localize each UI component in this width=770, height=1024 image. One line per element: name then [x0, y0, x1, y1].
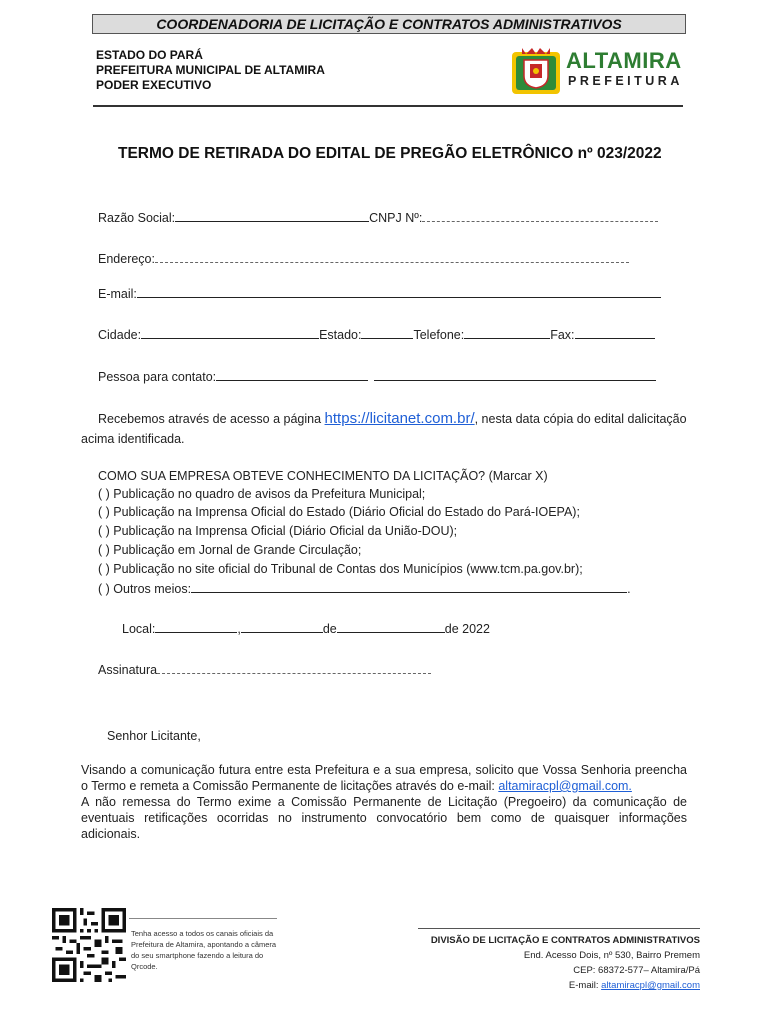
de-label: de: [322, 622, 337, 636]
footer-address: End. Acesso Dois, nº 530, Bairro Premem: [523, 950, 700, 961]
outros-line[interactable]: [191, 581, 627, 593]
email-label: E-mail:: [98, 287, 137, 301]
body-paragraph-2: A não remessa do Termo exime a Comissão Permanente de Licitação (Pregoeiro) da comunicação de eventuais retificações ocorridas no instrumento convocatório bem como de quaisquer informações adicionais.: [81, 795, 687, 841]
header-divider: [93, 105, 683, 107]
page-title: TERMO DE RETIRADA DO EDITAL DE PREGÃO ELETRÔNICO nº 023/2022: [118, 145, 662, 162]
footer-divider: [418, 928, 700, 929]
licitanet-link[interactable]: https://licitanet.com.br/: [324, 410, 475, 427]
local-line[interactable]: [155, 621, 237, 633]
signature-label: Assinatura: [98, 663, 158, 677]
estado-label: Estado:: [319, 328, 362, 342]
email-line[interactable]: [137, 286, 661, 298]
endereco-label: Endereço:: [98, 252, 155, 266]
endereco-line[interactable]: [155, 251, 629, 263]
option-ioepa[interactable]: ( ) Publicação na Imprensa Oficial do Estado (Diário Oficial do Estado do Pará-IOEPA);: [98, 505, 580, 519]
pessoa-label: Pessoa para contato:: [98, 370, 217, 384]
logo-subtitle: PREFEITURA: [568, 74, 683, 88]
department-banner: COORDENADORIA DE LICITAÇÃO E CONTRATOS ADMINISTRATIVOS: [92, 14, 686, 34]
estado-line[interactable]: [361, 327, 413, 339]
fax-label: Fax:: [550, 328, 575, 342]
signature-line[interactable]: [157, 662, 431, 674]
local-label: Local:: [122, 622, 156, 636]
receipt-pre: Recebemos através de acesso a página: [98, 412, 322, 426]
day-line[interactable]: [241, 621, 323, 633]
qr-code: [52, 908, 126, 982]
footer-division: DIVISÃO DE LICITAÇÃO E CONTRATOS ADMINISTRATIVOS: [430, 935, 700, 946]
option-dou[interactable]: ( ) Publicação na Imprensa Oficial (Diário Oficial da União-DOU);: [98, 524, 458, 538]
receipt-line: [98, 410, 687, 427]
razao-line[interactable]: [175, 210, 369, 222]
telefone-line[interactable]: [464, 327, 550, 339]
cidade-line[interactable]: [141, 327, 319, 339]
header-block: [96, 48, 325, 93]
footer-email-link[interactable]: altamiracpl@gmail.com: [601, 980, 700, 991]
contact-email-link[interactable]: altamiracpl@gmail.com.: [498, 779, 632, 793]
receipt-line-2: acima identificada.: [81, 432, 185, 446]
qr-note: Tenha acesso a todos os canais oficiais da Prefeitura de Altamira, apontando a câmera do seu smartphone fazendo a leitura do Qrcode.: [131, 929, 277, 971]
receipt-post: , nesta data cópia do edital dalicitação: [474, 412, 687, 426]
fax-line[interactable]: [575, 327, 655, 339]
logo-word: ALTAMIRA: [566, 48, 682, 73]
footer-email-row: [418, 978, 700, 993]
field-row-razao: [98, 210, 658, 225]
field-row-pessoa: [98, 369, 656, 384]
cidade-label: Cidade:: [98, 328, 142, 342]
field-row-endereco: [98, 251, 629, 266]
body-paragraph-1: [81, 762, 687, 794]
qr-note-divider: [129, 918, 277, 919]
option-outros-row: ( ) Outros meios: .: [98, 582, 631, 596]
local-date-row: Local: , de de 2022: [122, 622, 490, 636]
header-prefecture: PREFEITURA MUNICIPAL DE ALTAMIRA: [96, 63, 325, 77]
qr-code-icon: [52, 908, 126, 982]
pessoa-line-2[interactable]: [374, 369, 656, 381]
footer-contact: [418, 933, 700, 993]
cnpj-line[interactable]: [422, 210, 658, 222]
signature-row: [98, 662, 431, 677]
year-label: de 2022: [444, 622, 490, 636]
razao-label: Razão Social:: [98, 211, 176, 225]
question-title: COMO SUA EMPRESA OBTEVE CONHECIMENTO DA LICITAÇÃO? (Marcar X): [98, 469, 548, 483]
greeting: Senhor Licitante,: [107, 729, 201, 743]
body-text-1: Visando a comunicação futura entre esta Prefeitura e a sua empresa, solicito que Vossa Senhoria preencha o Termo e remeta a Comissão Permanente de licitações através do e-mail:: [81, 763, 687, 793]
footer-email-label: E-mail:: [568, 980, 599, 991]
header-state: ESTADO DO PARÁ: [96, 48, 203, 62]
month-line[interactable]: [337, 621, 445, 633]
footer-cep: CEP: 68372-577– Altamira/Pá: [573, 965, 700, 976]
option-outros[interactable]: ( ) Outros meios:: [98, 582, 192, 596]
header-power: PODER EXECUTIVO: [96, 78, 212, 92]
cnpj-label: CNPJ Nº:: [369, 211, 423, 225]
pessoa-line-1[interactable]: [216, 369, 368, 381]
field-row-cidade: [98, 327, 655, 342]
option-tcm[interactable]: ( ) Publicação no site oficial do Tribunal de Contas dos Municípios (www.tcm.pa.gov.br);: [98, 562, 583, 576]
coat-of-arms-icon: [510, 46, 562, 96]
telefone-label: Telefone:: [413, 328, 465, 342]
altamira-logo: [510, 46, 683, 96]
option-jornal[interactable]: ( ) Publicação em Jornal de Grande Circulação;: [98, 543, 362, 557]
field-row-email: [98, 286, 661, 301]
option-quadro-avisos[interactable]: ( ) Publicação no quadro de avisos da Prefeitura Municipal;: [98, 487, 426, 501]
